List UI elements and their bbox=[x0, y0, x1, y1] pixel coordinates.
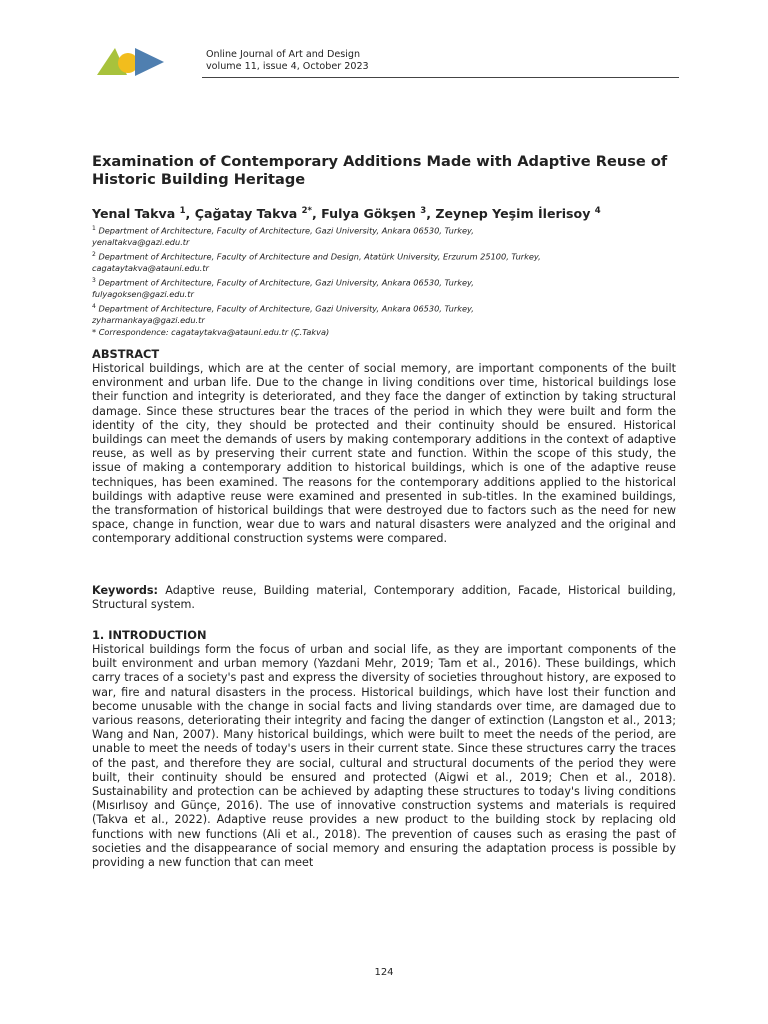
author-affiliation-mark: 3 bbox=[420, 206, 427, 216]
keywords-line bbox=[92, 584, 676, 612]
affiliation-line: $^3$ Department of Architecture, Faculty of Architecture, Gazi University, Ankara 06530, Turkey, bbox=[92, 276, 474, 288]
affiliation-email: zyharmankaya@gazi.edu.tr bbox=[92, 315, 205, 326]
journal-header bbox=[206, 49, 369, 74]
affiliation-email: cagataytakva@atauni.edu.tr bbox=[92, 263, 209, 274]
author-name: Yenal Takva bbox=[92, 206, 176, 222]
affiliations bbox=[92, 223, 692, 338]
logo-blue-triangle bbox=[135, 48, 164, 76]
header-divider bbox=[202, 77, 679, 78]
author-affiliation-mark: 1 bbox=[179, 206, 186, 216]
keywords-text: Adaptive reuse, Building material, Contemporary addition, Facade, Historical building, Structural system. bbox=[92, 584, 676, 612]
introduction-text: Historical buildings form the focus of urban and social life, as they are important components of the built environment and urban memory (Yazdani Mehr, 2019; Tam et al., 2016). These buildings, which carry traces of a society's past and express the diversity of societies throughout history, are exposed to war, fire and natural disasters in the process. Historical buildings, which have lost their function and become unusable with the change in social facts and living standards over time, are damaged due to various reasons, deteriorating their integrity and facing the danger of extinction (Langston et al., 2013; Wang and Nan, 2007). Many historical buildings, which were built to meet the needs of the period, are unable to meet the needs of today's users in their current state. Since these structures carry the traces of the past, and therefore they are social, cultural and structural documents of the period they were built, their continuity should be ensured and protected (Aigwi et al., 2019; Chen et al., 2018). Sustainability and protection can be achieved by adapting these structures to today's living conditions (Mısırlısoy and Günçe, 2016). The use of innovative construction systems and materials is required (Takva et al., 2022). Adaptive reuse provides a new product to the building stock by replacing old functions with new functions (Ali et al., 2018). The prevention of causes such as erasing the past of societies and the disappearance of social memory and ensuring the adaptation process is possible by providing a new function that can meet bbox=[92, 643, 676, 870]
keywords-label: Keywords: bbox=[92, 584, 159, 597]
author-separator: , bbox=[426, 206, 436, 222]
author-list bbox=[92, 206, 601, 221]
author-affiliation-mark: 4 bbox=[594, 206, 601, 216]
journal-name: Online Journal of Art and Design bbox=[206, 49, 361, 60]
paper-title: Examination of Contemporary Additions Made with Adaptive Reuse of Historic Building Heritage bbox=[92, 153, 668, 188]
author-name: Fulya Gökşen bbox=[321, 206, 416, 222]
introduction-heading: 1. INTRODUCTION bbox=[92, 628, 207, 642]
author-affiliation-mark: 2* bbox=[301, 206, 312, 216]
affiliation-email: yenaltakva@gazi.edu.tr bbox=[92, 237, 190, 248]
author-name: Çağatay Takva bbox=[194, 206, 298, 222]
page-number: 124 bbox=[374, 967, 394, 978]
author-name: Zeynep Yeşim İlerisoy bbox=[435, 206, 591, 222]
author-separator: , bbox=[311, 206, 322, 222]
affiliation-line: $^2$ Department of Architecture, Faculty of Architecture and Design, Atatürk University, Erzurum 25100, Turkey, bbox=[92, 250, 541, 262]
correspondence-line: * Correspondence: cagataytakva@atauni.edu.tr (Ç.Takva) bbox=[92, 326, 330, 337]
journal-logo bbox=[97, 45, 165, 79]
affiliation-line: $^1$ Department of Architecture, Faculty of Architecture, Gazi University, Ankara 06530, Turkey, bbox=[92, 225, 474, 236]
affiliation-email: fulyagoksen@gazi.edu.tr bbox=[92, 289, 194, 300]
affiliation-line: $^4$ Department of Architecture, Faculty of Architecture, Gazi University, Ankara 06530, Turkey, bbox=[92, 302, 474, 314]
abstract-heading: ABSTRACT bbox=[92, 347, 160, 361]
author-separator: , bbox=[185, 206, 195, 222]
journal-issue: volume 11, issue 4, October 2023 bbox=[206, 61, 369, 73]
abstract-text: Historical buildings, which are at the center of social memory, are important components of the built environment and urban life. Due to the change in living conditions over time, historical buildings lose their function and integrity is deteriorated, and they face the danger of extinction by taking structural damage. Since these structures bear the traces of the period in which they were built and form the identity of the city, they should be protected and their continuity should be ensured. Historical buildings can meet the demands of users by making contemporary additions in the context of adaptive reuse, as well as by preserving their current state and function. Within the scope of this study, the issue of making a contemporary addition to historical buildings, which is one of the adaptive reuse techniques, has been examined. The reasons for the contemporary additions applied to the historical buildings with adaptive reuse were examined and presented in sub-titles. In the examined buildings, the transformation of historical buildings that were destroyed due to factors such as the need for new space, change in function, wear due to wars and natural disasters were analyzed and the original and contemporary additional construction systems were compared. bbox=[92, 362, 676, 546]
